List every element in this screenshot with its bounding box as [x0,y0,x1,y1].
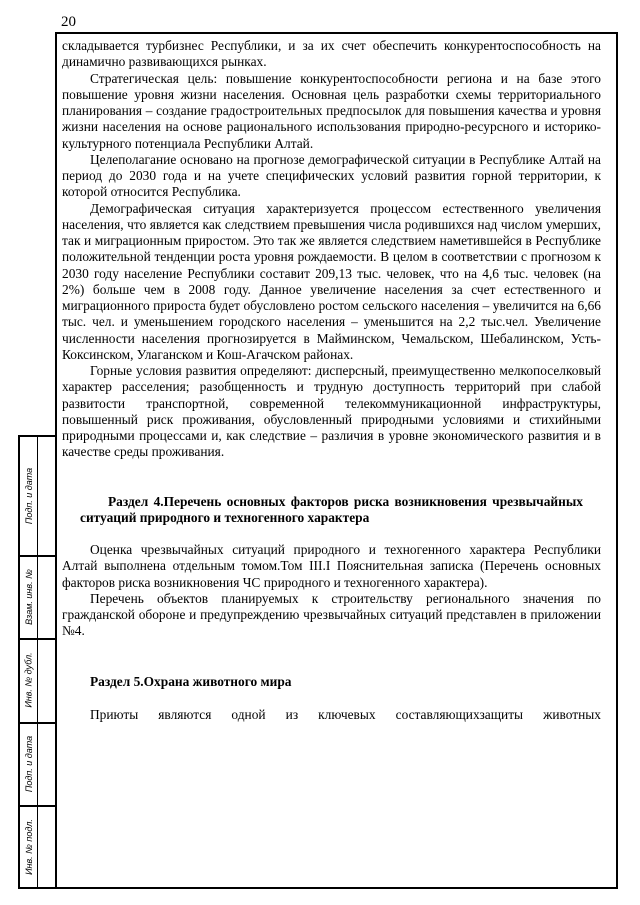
section-5-heading: Раздел 5.Охрана животного мира [90,673,292,689]
paragraph: Демографическая ситуация характеризуется процессом естественного увеличения населения, что является как следствием превышения числа родившихся над числом умерших, так и миграционным приростом. Это так же является следствием наметившейся в Республике положительной тенденции роста уровня рождаемости. В целом в соответствии с прогнозом к 2030 году население Республики составит 209,13 тыс. человек, что на 4,6 тыс. человек (на 2%) больше чем в 2008 году. Данное увеличение населения за счет естественного и миграционного прироста будет обусловлено ростом сельского населения – увеличится на 6,66 тыс. чел. и уменьшением городского населения – уменьшится на 2,2 тыс.чел. Увеличение численности населения прогнозируется в Майминском, Чемальском, Шебалинском, Усть-Коксинском, Улаганском и Кош-Агачском районах. [62,200,601,362]
margin-stamp [18,435,55,889]
section-4-heading: Раздел 4.Перечень основных факторов риска возникновения чрезвычайных ситуаций природного и техногенного характера [80,493,583,525]
paragraph: складывается турбизнес Республики, и за их счет обеспечить конкурентоспособность на динамично развивающихся рынках. [62,38,601,70]
stamp-label-inv-dup: Инв. № дубл. [24,652,35,708]
paragraph: Оценка чрезвычайных ситуаций природного и техногенного характера Республики Алтай выполнена отдельным томом.Том III.I Пояснительная записка (Перечень основных факторов риска возникновения ЧС природного и техногенного характера). [62,542,601,590]
paragraph: Целеполагание основано на прогнозе демографической ситуации в Республике Алтай на период до 2030 года и на учете специфических условий развития горной территории, к которой относится Республика. [62,151,601,200]
paragraph: Горные условия развития определяют: дисперсный, преимущественно мелкопоселковый характер расселения; разобщенность и трудную доступность территорий при слабой развитости транспортной, современной телекоммуникационной инфраструктуры, повышенный риск проживания, обусловленный природными условиями и стихийными природными процессами и, как следствие – различия в уровне экономического развития и в качестве среды проживания. [62,363,601,460]
paragraph: Стратегическая цель: повышение конкурентоспособности региона и на базе этого повышение уровня жизни населения. Основная цель разработки схемы территориального планирования – создание градостроительных предпосылок для повышения качества и уровня жизни населения на основе рационального использования природно-ресурсного и историко-культурного потенциала Республики Алтай. [62,70,601,151]
stamp-label-replace-inv: Взам. инв. № [24,568,35,625]
paragraph: Приюты являются одной из ключевых составляющихзащиты животных [90,706,601,722]
stamp-label-inv-original: Инв. № подл. [24,819,35,875]
page-number: 20 [61,14,76,30]
paragraph: Перечень объектов планируемых к строительству регионального значения по гражданской обороне и предупреждению чрезвычайных ситуаций представлен в приложении №4. [62,590,601,639]
stamp-label-sign-date-2: Подп. и дата [24,735,34,792]
stamp-label-sign-date: Подп. и дата [24,467,34,525]
document-body [62,38,601,723]
